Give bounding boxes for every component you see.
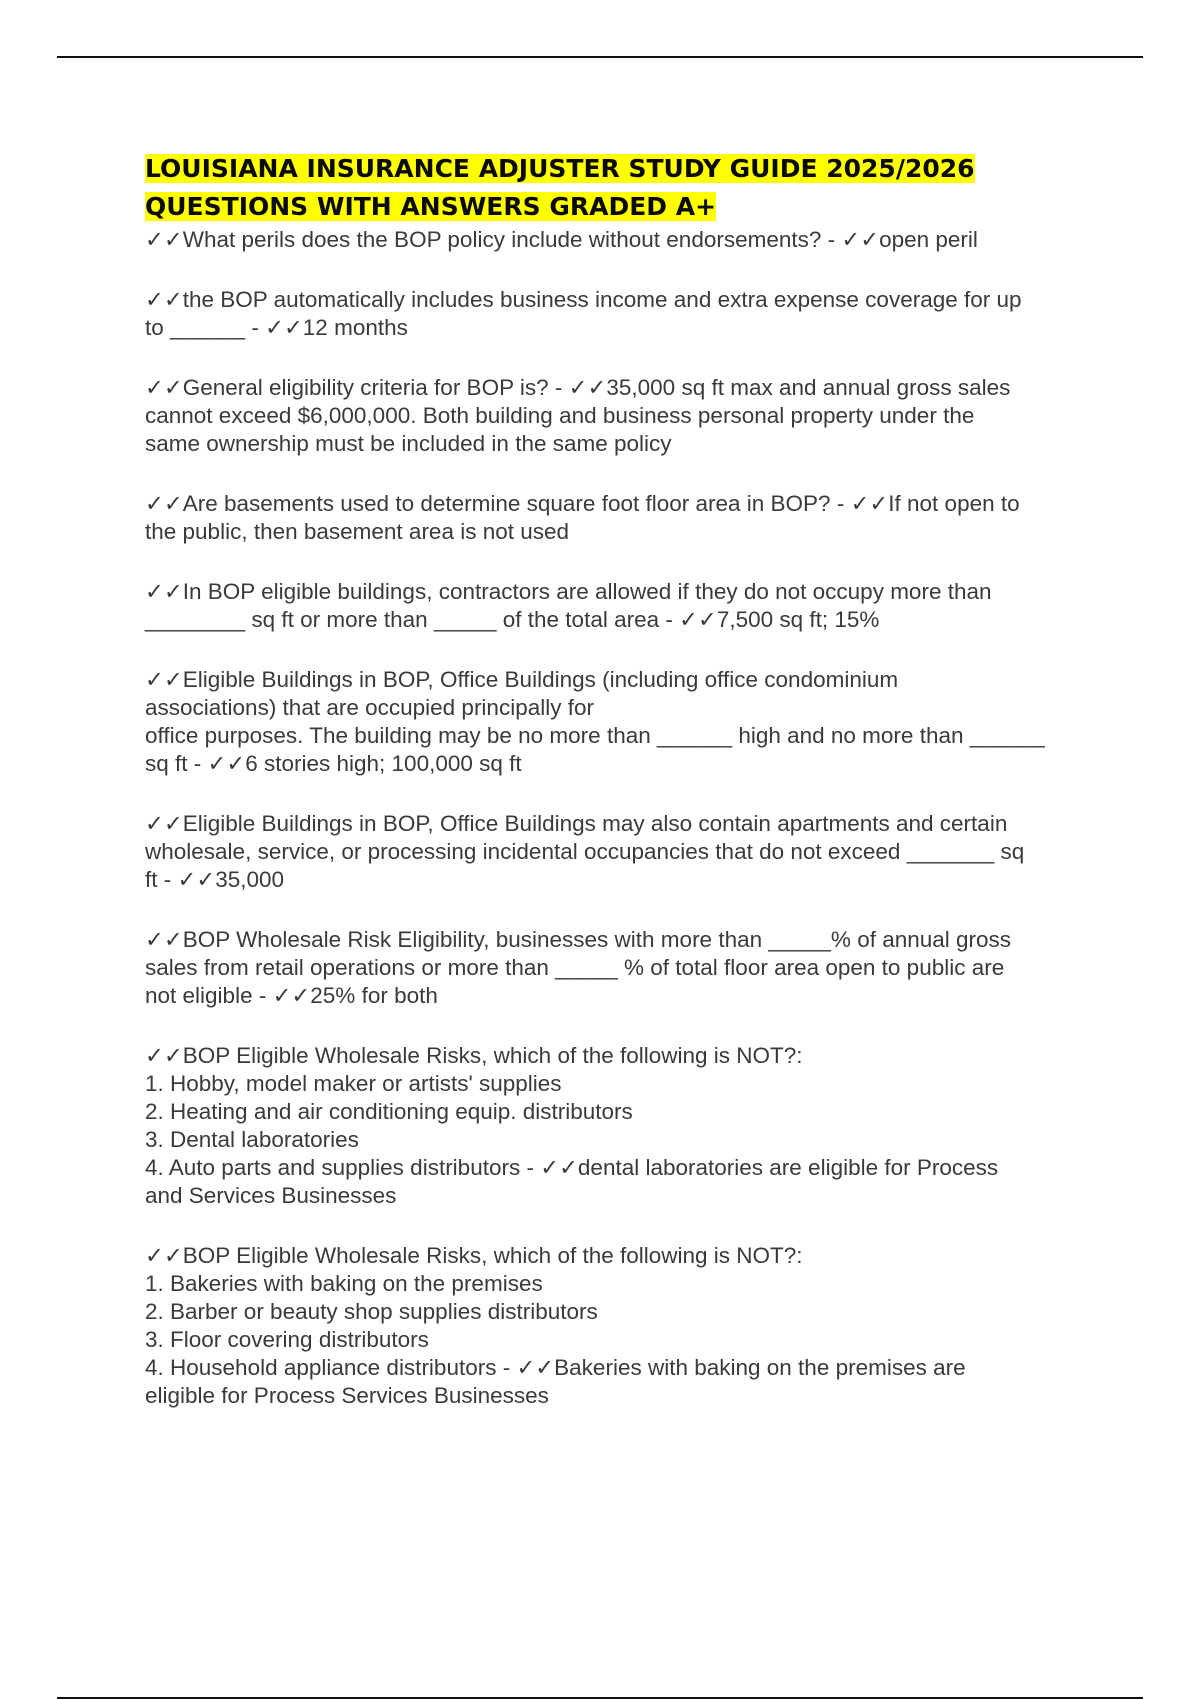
qa-item	[145, 578, 1090, 634]
qa-line: ✓✓BOP Eligible Wholesale Risks, which of the following is NOT?:	[145, 1043, 803, 1068]
qa-item	[145, 490, 1090, 546]
qa-line: 4. Auto parts and supplies distributors - ✓✓dental laboratories are eligible for Process	[145, 1155, 999, 1180]
document-title	[145, 150, 1090, 226]
qa-item	[145, 286, 1090, 342]
qa-line: sales from retail operations or more than _____ % of total floor area open to public are	[145, 955, 1005, 980]
qa-item	[145, 666, 1090, 778]
qa-line: ✓✓In BOP eligible buildings, contractors are allowed if they do not occupy more than	[145, 579, 992, 604]
qa-item	[145, 1242, 1090, 1410]
qa-item	[145, 926, 1090, 1010]
qa-item	[145, 226, 1090, 254]
qa-line: ✓✓BOP Eligible Wholesale Risks, which of the following is NOT?:	[145, 1243, 803, 1268]
bottom-rule	[57, 1697, 1143, 1699]
qa-line: ✓✓Eligible Buildings in BOP, Office Buildings (including office condominium	[145, 667, 899, 692]
qa-line: ✓✓Are basements used to determine square foot floor area in BOP? - ✓✓If not open to	[145, 491, 1020, 516]
qa-line: wholesale, service, or processing incidental occupancies that do not exceed _______ sq	[145, 839, 1025, 864]
qa-item	[145, 810, 1090, 894]
qa-line: 1. Hobby, model maker or artists' supplies	[145, 1071, 562, 1096]
qa-line: 3. Dental laboratories	[145, 1127, 359, 1152]
qa-line: ✓✓Eligible Buildings in BOP, Office Buildings may also contain apartments and certain	[145, 811, 1008, 836]
qa-line: 1. Bakeries with baking on the premises	[145, 1271, 543, 1296]
qa-line: the public, then basement area is not used	[145, 519, 570, 544]
qa-line: 2. Heating and air conditioning equip. distributors	[145, 1099, 633, 1124]
qa-line: eligible for Process Services Businesses	[145, 1383, 549, 1408]
qa-line: and Services Businesses	[145, 1183, 397, 1208]
qa-line: ✓✓General eligibility criteria for BOP is? - ✓✓35,000 sq ft max and annual gross sales	[145, 375, 1011, 400]
qa-line: to ______ - ✓✓12 months	[145, 315, 408, 340]
qa-line: same ownership must be included in the same policy	[145, 431, 672, 456]
qa-line: 2. Barber or beauty shop supplies distributors	[145, 1299, 598, 1324]
qa-line: ✓✓What perils does the BOP policy include without endorsements? - ✓✓open peril	[145, 227, 978, 252]
top-rule	[57, 56, 1143, 58]
qa-item	[145, 374, 1090, 458]
qa-line: ✓✓the BOP automatically includes business income and extra expense coverage for up	[145, 287, 1022, 312]
qa-line: ✓✓BOP Wholesale Risk Eligibility, businesses with more than _____% of annual gross	[145, 927, 1012, 952]
title-line-1: LOUISIANA INSURANCE ADJUSTER STUDY GUIDE 2025/2026	[145, 154, 975, 183]
qa-line: 3. Floor covering distributors	[145, 1327, 429, 1352]
title-line-2: QUESTIONS WITH ANSWERS GRADED A+	[145, 192, 717, 221]
qa-list	[145, 226, 1090, 1410]
qa-line: ________ sq ft or more than _____ of the total area - ✓✓7,500 sq ft; 15%	[145, 607, 880, 632]
qa-line: office purposes. The building may be no more than ______ high and no more than ______	[145, 723, 1045, 748]
qa-line: associations) that are occupied principally for	[145, 695, 594, 720]
qa-line: not eligible - ✓✓25% for both	[145, 983, 438, 1008]
qa-line: 4. Household appliance distributors - ✓✓Bakeries with baking on the premises are	[145, 1355, 966, 1380]
qa-item	[145, 1042, 1090, 1210]
qa-line: sq ft - ✓✓6 stories high; 100,000 sq ft	[145, 751, 522, 776]
qa-line: ft - ✓✓35,000	[145, 867, 285, 892]
qa-line: cannot exceed $6,000,000. Both building and business personal property under the	[145, 403, 975, 428]
document-body	[145, 150, 1090, 1442]
